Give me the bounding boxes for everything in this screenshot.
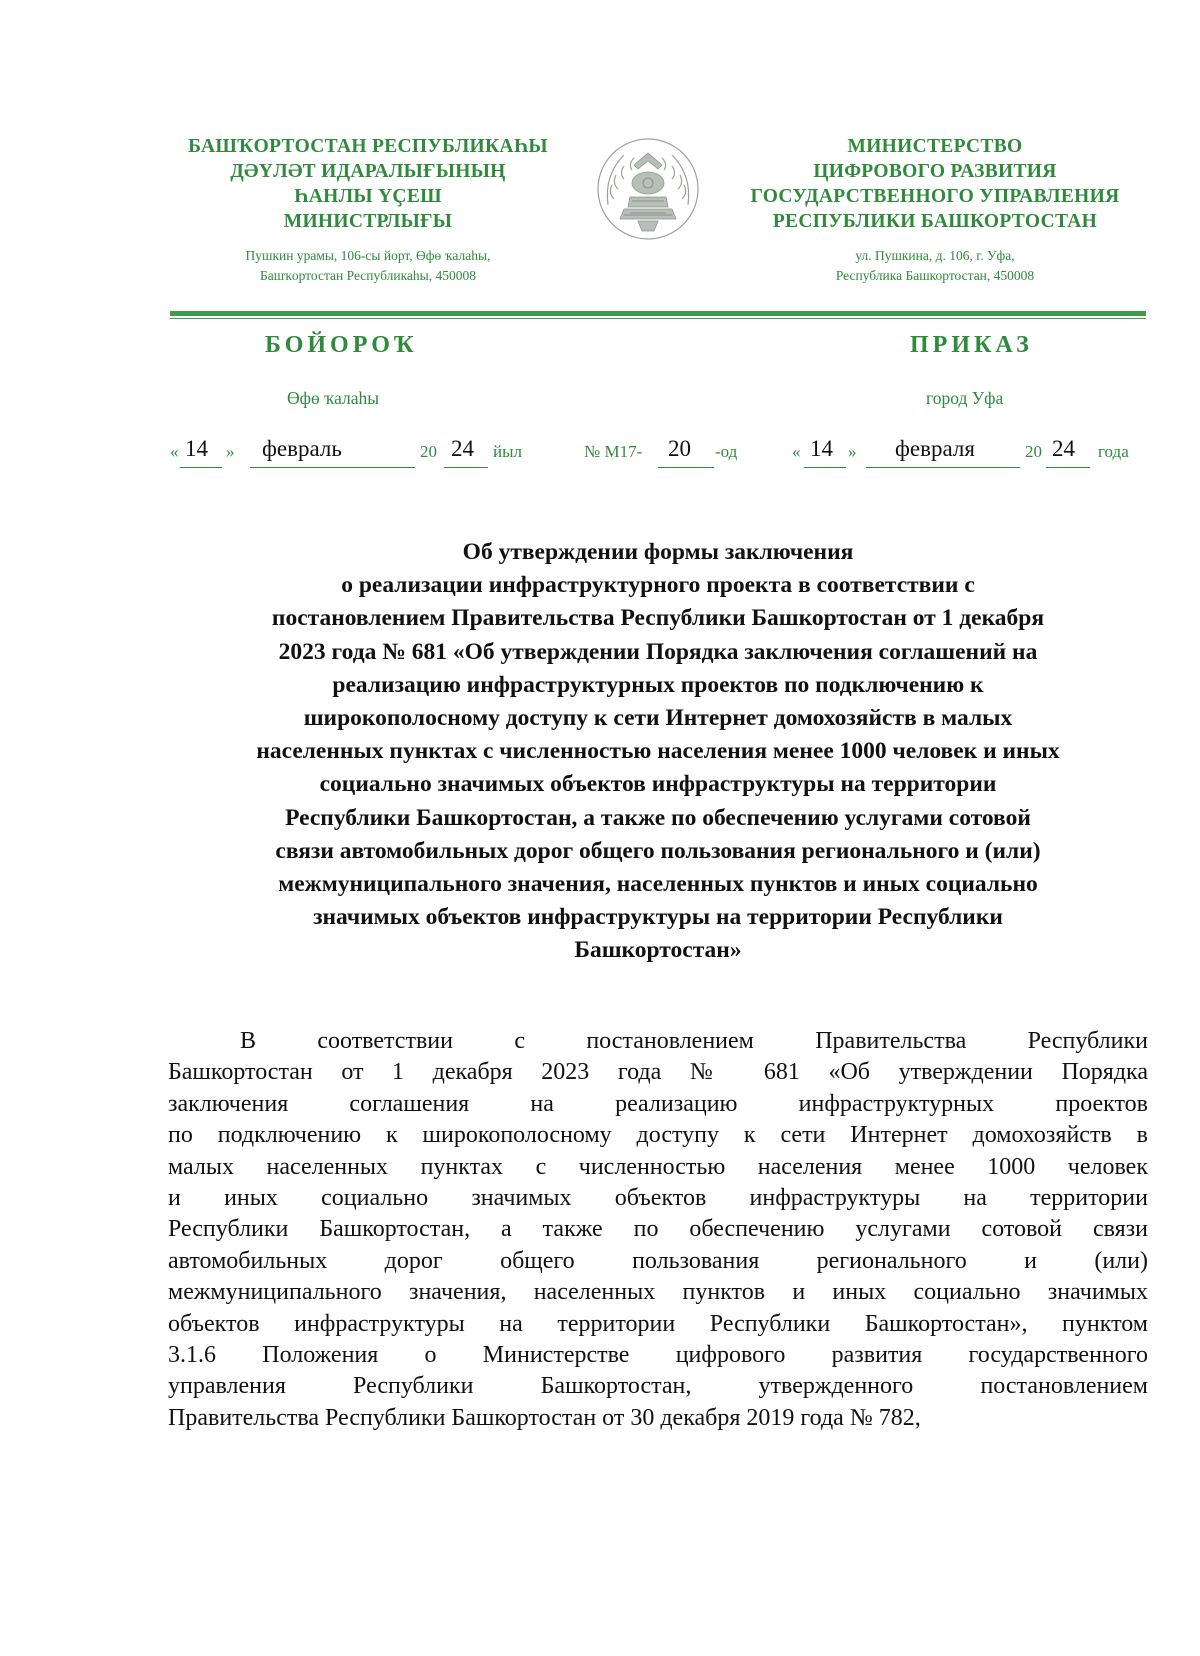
body-line: 3.1.6 Положения о Министерстве цифрового развития государственного bbox=[168, 1341, 1148, 1368]
letterhead-line: РЕСПУБЛИКИ БАШКОРТОСТАН bbox=[772, 211, 1098, 232]
body-line: Правительства Республики Башкортостан от 30 декабря 2019 года № 782, bbox=[168, 1404, 921, 1431]
city-bashkir: Өфө ҡалаһы bbox=[287, 388, 380, 408]
title-line: широкополосному доступу к сети Интернет домохозяйств в малых bbox=[303, 705, 1013, 732]
date-month: февраль bbox=[262, 436, 342, 461]
address-line: ул. Пушкина, д. 106, г. Уфа, bbox=[855, 248, 1015, 263]
coat-of-arms-icon bbox=[594, 135, 702, 243]
body-line: управления Республики Башкортостан, утвержденного постановлением bbox=[168, 1373, 1148, 1400]
date-quote-open: « bbox=[170, 442, 179, 461]
order-number-suffix: -од bbox=[715, 442, 738, 461]
date-year: 24 bbox=[1052, 436, 1075, 461]
letterhead-line: ДӘҮЛӘТ ИДАРАЛЫҒЫНЫҢ bbox=[230, 161, 506, 182]
address-line: Башҡортостан Республикаһы, 450008 bbox=[259, 268, 476, 283]
date-year: 24 bbox=[451, 436, 474, 461]
letterhead-divider bbox=[170, 311, 1146, 316]
letterhead-russian-address bbox=[740, 246, 1130, 286]
title-line: постановлением Правительства Республики Башкортостан от 1 декабря bbox=[271, 605, 1045, 632]
letterhead-line: ҺАНЛЫ ҮҪЕШ bbox=[294, 186, 442, 207]
letterhead-bashkir-address bbox=[168, 246, 568, 286]
body-line: малых населенных пунктах с численностью населения менее 1000 человек bbox=[168, 1153, 1148, 1180]
title-line: Республики Башкортостан, а также по обеспечению услугами сотовой bbox=[285, 804, 1031, 831]
title-line: значимых объектов инфраструктуры на территории Республики bbox=[313, 904, 1003, 931]
date-month-underline bbox=[250, 467, 415, 468]
date-day: 14 bbox=[185, 436, 208, 461]
body-line: автомобильных дорог общего пользования регионального и (или) bbox=[168, 1247, 1148, 1274]
date-month: февраля bbox=[895, 436, 975, 461]
date-month-underline bbox=[866, 467, 1020, 468]
letterhead-line: БАШҠОРТОСТАН РЕСПУБЛИКАҺЫ bbox=[188, 136, 548, 157]
letterhead-bashkir-name bbox=[168, 134, 568, 234]
letterhead-divider-thin bbox=[170, 318, 1146, 319]
doc-type-bashkir: БОЙОРОҠ bbox=[265, 332, 418, 358]
title-line: населенных пунктах с численностью населения менее 1000 человек и иных bbox=[256, 738, 1060, 765]
date-year-word: йыл bbox=[493, 442, 523, 461]
body-line: по подключению к широкополосному доступу к сети Интернет домохозяйств в bbox=[168, 1122, 1148, 1149]
body-line: и иных социально значимых объектов инфраструктуры на территории bbox=[168, 1184, 1148, 1211]
letterhead-line: МИНИСТЕРСТВО bbox=[847, 136, 1023, 157]
document-title bbox=[168, 536, 1148, 968]
date-year-prefix: 20 bbox=[420, 442, 437, 461]
letterhead-line: ЦИФРОВОГО РАЗВИТИЯ bbox=[813, 161, 1057, 182]
date-day-underline bbox=[180, 467, 222, 468]
date-quote-open: « bbox=[792, 442, 801, 461]
title-line: межмуниципального значения, населенных пунктов и иных социально bbox=[278, 871, 1038, 898]
title-line: о реализации инфраструктурного проекта в соответствии с bbox=[341, 572, 975, 599]
title-line: социально значимых объектов инфраструктуры на территории bbox=[319, 771, 997, 798]
date-day: 14 bbox=[810, 436, 833, 461]
body-line: межмуниципального значения, населенных пунктов и иных социально значимых bbox=[168, 1279, 1148, 1306]
address-line: Пушкин урамы, 106-сы йорт, Өфө ҡалаһы, bbox=[245, 248, 491, 263]
letterhead-russian-name bbox=[730, 134, 1140, 234]
date-quote-close: » bbox=[226, 442, 235, 461]
date-year-underline bbox=[444, 467, 488, 468]
body-line: Республики Башкортостан, а также по обеспечению услугами сотовой связи bbox=[168, 1216, 1148, 1243]
doc-type-russian: ПРИКАЗ bbox=[910, 332, 1033, 358]
title-line: реализацию инфраструктурных проектов по подключению к bbox=[332, 671, 984, 698]
body-line: заключения соглашения на реализацию инфраструктурных проектов bbox=[168, 1090, 1148, 1117]
date-year-word: года bbox=[1098, 442, 1129, 461]
city-russian: город Уфа bbox=[926, 388, 1004, 408]
address-line: Республика Башкортостан, 450008 bbox=[835, 268, 1035, 283]
body-line: Башкортостан от 1 декабря 2023 года № 681 «Об утверждении Порядка bbox=[168, 1059, 1148, 1086]
date-year-prefix: 20 bbox=[1025, 442, 1042, 461]
document-body bbox=[168, 1026, 1148, 1434]
title-line: Об утверждении формы заключения bbox=[462, 539, 854, 565]
order-number-underline bbox=[658, 467, 714, 468]
date-year-underline bbox=[1046, 467, 1090, 468]
title-line: связи автомобильных дорог общего пользования регионального и (или) bbox=[275, 837, 1041, 864]
body-line: В соответствии с постановлением Правительства Республики bbox=[240, 1028, 1148, 1054]
order-number: 20 bbox=[668, 436, 691, 461]
letterhead-line: МИНИСТРЛЫҒЫ bbox=[283, 211, 453, 232]
date-day-underline bbox=[804, 467, 846, 468]
title-line: Башкортостан» bbox=[574, 937, 742, 964]
body-line: объектов инфраструктуры на территории Республики Башкортостан», пунктом bbox=[168, 1310, 1148, 1337]
title-line: 2023 года № 681 «Об утверждении Порядка заключения соглашений на bbox=[278, 638, 1038, 665]
date-quote-close: » bbox=[848, 442, 857, 461]
order-number-prefix: № М17- bbox=[584, 442, 643, 461]
letterhead-line: ГОСУДАРСТВЕННОГО УПРАВЛЕНИЯ bbox=[750, 186, 1120, 207]
